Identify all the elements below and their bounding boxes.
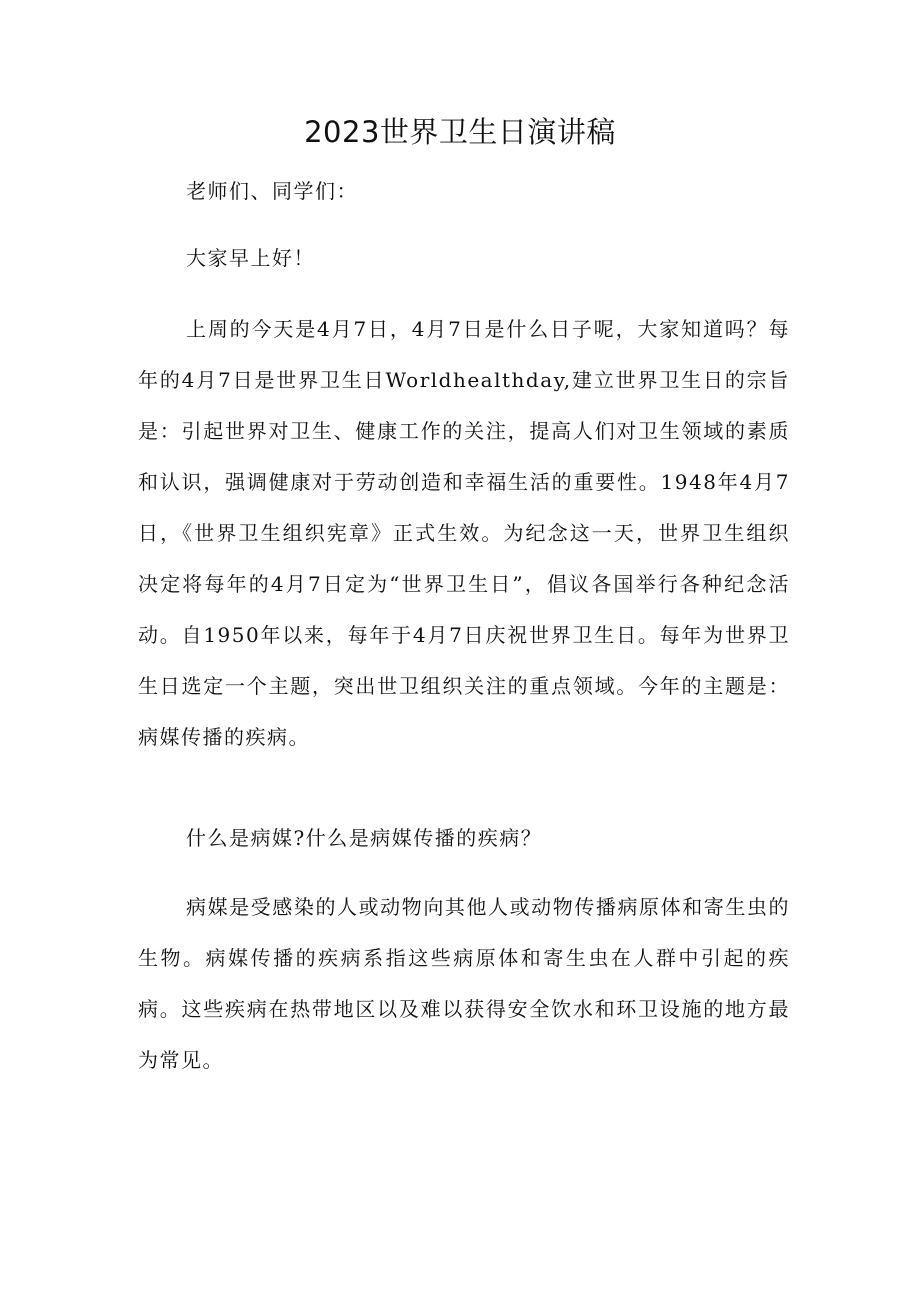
document-title: 2023世界卫生日演讲稿 xyxy=(304,115,616,149)
vector-definition-paragraph: 病媒是受感染的人或动物向其他人或动物传播病原体和寄生虫的生物。病媒传播的疾病系指这些病原体和寄生虫在人群中引起的疾病。这些疾病在热带地区以及难以获得安全饮水和环卫设施的地方最为常见。 xyxy=(138,895,790,1072)
greeting-paragraph: 老师们、同学们： xyxy=(186,179,358,203)
vector-question-paragraph: 什么是病媒?什么是病媒传播的疾病？ xyxy=(186,826,543,850)
world-health-day-paragraph: 上周的今天是4月7日，4月7日是什么日子呢，大家知道吗？每年的4月7日是世界卫生日Worldhealthday,建立世界卫生日的宗旨是：引起世界对卫生、健康工作的关注，提高人们对卫生领域的素质和认识，强调健康对于劳动创造和幸福生活的重要性。1948年4月7日，《世界卫生组织宪章》正式生效。为纪念这一天，世界卫生组织决定将每年的4月7日定为“世界卫生日”，倡议各国举行各种纪念活动。自1950年以来，每年于4月7日庆祝世界卫生日。每年为世界卫生日选定一个主题，突出世卫组织关注的重点领域。今年的主题是：病媒传播的疾病。 xyxy=(138,317,790,749)
morning-greeting-paragraph: 大家早上好！ xyxy=(186,246,315,270)
